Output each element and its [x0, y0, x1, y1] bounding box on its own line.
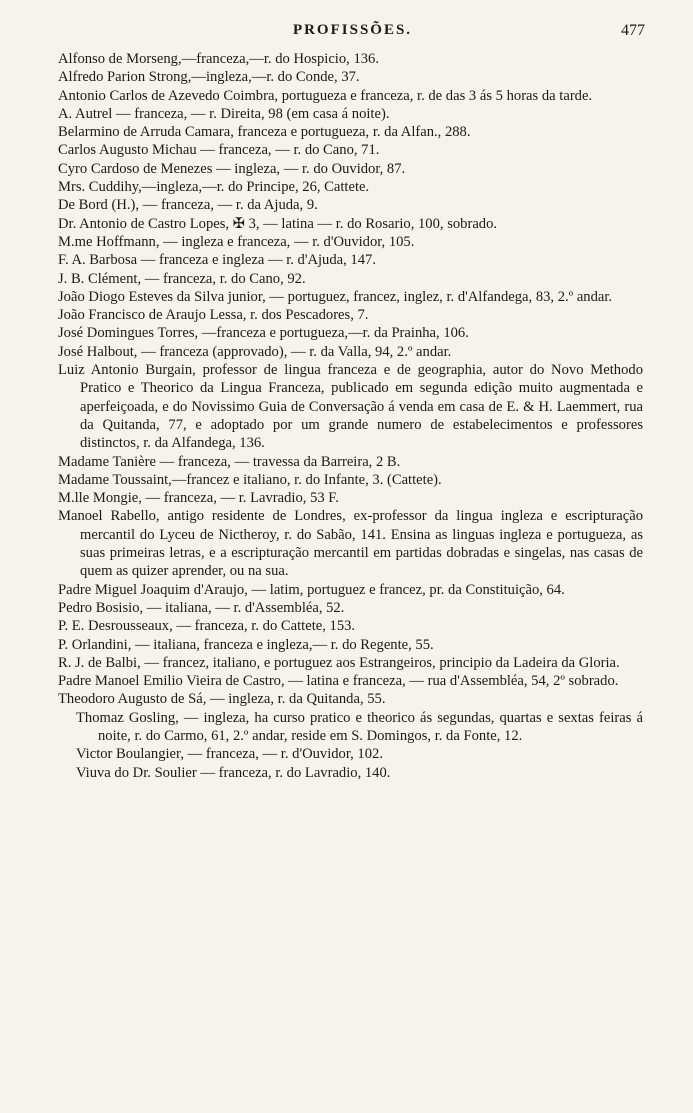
directory-entries	[58, 50, 643, 782]
entry: José Domingues Torres, —franceza e portugueza,—r. da Prainha, 106.	[58, 325, 469, 342]
entry: F. A. Barbosa — franceza e ingleza — r. d'Ajuda, 147.	[58, 252, 376, 269]
entry: Madame Toussaint,—francez e italiano, r. do Infante, 3. (Cattete).	[58, 471, 442, 488]
entry: Antonio Carlos de Azevedo Coimbra, portugueza e franceza, r. de das 3 ás 5 horas da tarde.	[58, 87, 593, 104]
entry: Viuva do Dr. Soulier — franceza, r. do Lavradio, 140.	[76, 764, 391, 781]
entry: Madame Tanière — franceza, — travessa da Barreira, 2 B.	[58, 453, 401, 470]
entry: Padre Manoel Emilio Vieira de Castro, — latina e franceza, — rua d'Assembléa, 54, 2º sobrado.	[58, 673, 619, 690]
running-title: PROFISSÕES.	[292, 22, 413, 38]
entry: Thomaz Gosling, — ingleza, ha curso pratico e theorico ás segundas, quartas e sextas feiras á noite, r. do Carmo, 61, 2.º andar, reside em S. Domingos, r. da Fonte, 12.	[76, 709, 643, 744]
entry: João Diogo Esteves da Silva junior, — portuguez, francez, inglez, r. d'Alfandega, 83, 2.º andar.	[58, 288, 613, 305]
entry: M.me Hoffmann, — ingleza e franceza, — r. d'Ouvidor, 105.	[58, 233, 415, 250]
entry: Dr. Antonio de Castro Lopes, ✠ 3, — latina — r. do Rosario, 100, sobrado.	[58, 215, 498, 232]
entry: J. B. Clément, — franceza, r. do Cano, 92.	[58, 270, 306, 287]
entry: A. Autrel — franceza, — r. Direita, 98 (em casa á noite).	[58, 105, 390, 122]
entry: De Bord (H.), — franceza, — r. da Ajuda, 9.	[58, 197, 318, 214]
entry: Theodoro Augusto de Sá, — ingleza, r. da Quitanda, 55.	[58, 691, 386, 708]
entry: Padre Miguel Joaquim d'Araujo, — latim, portuguez e francez, pr. da Constituição, 64.	[58, 581, 565, 598]
entry: Pedro Bosisio, — italiana, — r. d'Assembléa, 52.	[58, 599, 345, 616]
entry: Alfredo Parion Strong,—ingleza,—r. do Conde, 37.	[58, 69, 360, 86]
entry: R. J. de Balbi, — francez, italiano, e portuguez aos Estrangeiros, principio da Ladeira da Gloria.	[58, 654, 620, 671]
entry: Manoel Rabello, antigo residente de Londres, ex-professor da lingua ingleza e escripturação mercantil do Lyceu de Nictheroy, r. do Sabão, 141. Ensina as linguas ingleza e portugueza, as suas primeiras letras, e a escripturação mercantil em partidas dobradas e singelas, nas casas de quem as quizer aprender, ou na sua.	[58, 508, 643, 580]
entry: Cyro Cardoso de Menezes — ingleza, — r. do Ouvidor, 87.	[58, 160, 406, 177]
entry: Belarmino de Arruda Camara, franceza e portugueza, r. da Alfan., 288.	[58, 124, 471, 141]
entry: Luiz Antonio Burgain, professor de lingua franceza e de geographia, autor do Novo Methodo Pratico e Theorico da Lingua Franceza, publicado em segunda edição muito augmentada e aperfeiçoada, e do Novissimo Guia de Conversação á venda em casa de E. & H. Laemmert, rua da Quitanda, 77, e adoptado por um grande numero de estabelecimentos e professores distinctos, r. da Alfandega, 136.	[58, 362, 643, 452]
entry: P. Orlandini, — italiana, franceza e ingleza,— r. do Regente, 55.	[58, 636, 434, 653]
entry: Alfonso de Morseng,—franceza,—r. do Hospicio, 136.	[58, 51, 379, 67]
entry: P. E. Desrousseaux, — franceza, r. do Cattete, 153.	[58, 618, 356, 635]
entry: Victor Boulangier, — franceza, — r. d'Ouvidor, 102.	[76, 746, 383, 763]
entry: João Francisco de Araujo Lessa, r. dos Pescadores, 7.	[58, 307, 369, 324]
page-header	[60, 22, 645, 52]
entry: Mrs. Cuddihy,—ingleza,—r. do Principe, 26, Cattete.	[58, 179, 370, 196]
entry: José Halbout, — franceza (approvado), — r. da Valla, 94, 2.º andar.	[58, 343, 452, 360]
page-number: 477	[621, 22, 645, 39]
entry: Carlos Augusto Michau — franceza, — r. do Cano, 71.	[58, 142, 380, 159]
entry: M.lle Mongie, — franceza, — r. Lavradio, 53 F.	[58, 490, 339, 507]
